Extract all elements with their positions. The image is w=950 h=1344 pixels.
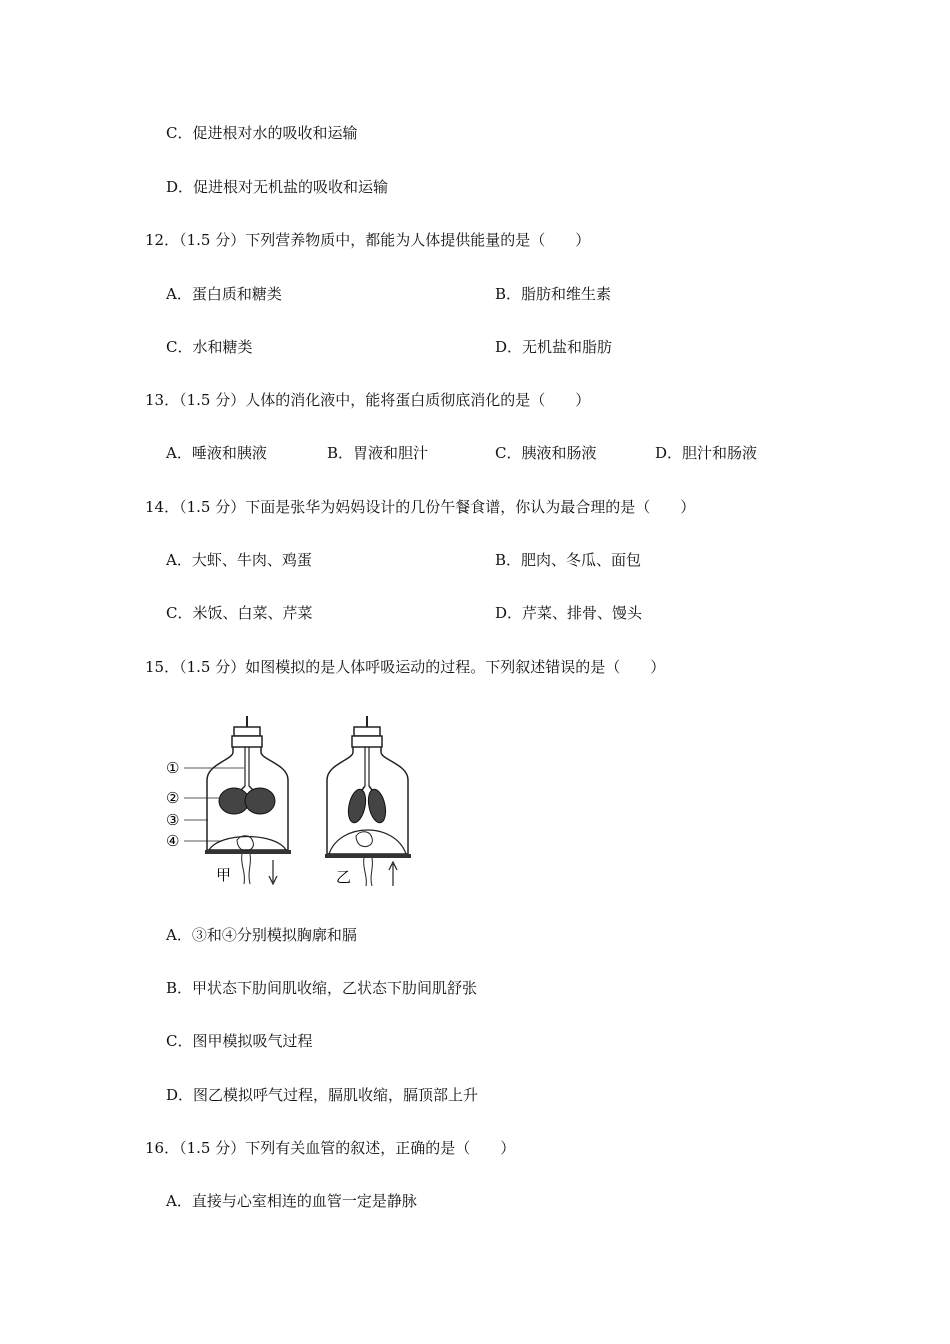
q12-stem: 12．（1.5 分）下列营养物质中，都能为人体提供能量的是（ ）	[145, 231, 591, 249]
q14-option-a: A．大虾、牛肉、鸡蛋	[166, 551, 312, 569]
q13-option-c: C．胰液和肠液	[495, 444, 597, 462]
q13-option-d: D．胆汁和肠液	[655, 444, 758, 462]
jar-jia	[166, 716, 291, 884]
breathing-model-diagram	[160, 710, 420, 895]
q15-option-b: B．甲状态下肋间肌收缩，乙状态下肋间肌舒张	[166, 979, 478, 997]
caption-yi: 乙	[336, 868, 352, 886]
q15-option-d: D．图乙模拟呼气过程，膈肌收缩，膈顶部上升	[166, 1086, 479, 1104]
q12-option-c: C．水和糖类	[166, 338, 253, 356]
q15-stem: 15．（1.5 分）如图模拟的是人体呼吸运动的过程。下列叙述错误的是（ ）	[145, 658, 666, 676]
q16-option-a: A．直接与心室相连的血管一定是静脉	[166, 1192, 417, 1210]
hand	[237, 836, 253, 851]
q14-option-d: D．芹菜、排骨、馒头	[495, 604, 643, 622]
q14-stem: 14．（1.5 分）下面是张华为妈妈设计的几份午餐食谱，你认为最合理的是（ ）	[145, 498, 696, 516]
balloon-right	[245, 788, 275, 814]
stopper-top	[234, 727, 260, 736]
caption-jia: 甲	[216, 866, 232, 884]
q15-option-a: A．③和④分别模拟胸廓和膈	[166, 926, 357, 944]
q12-option-d: D．无机盐和脂肪	[495, 338, 613, 356]
rubber-membrane	[209, 837, 286, 851]
label-3: ③	[166, 811, 180, 829]
label-4: ④	[166, 832, 180, 850]
q13-stem: 13．（1.5 分）人体的消化液中，能将蛋白质彻底消化的是（ ）	[145, 391, 591, 409]
q11-option-c: C．促进根对水的吸收和运输	[166, 124, 358, 142]
q12-option-b: B．脂肪和维生素	[495, 285, 612, 303]
balloon-right-deflated	[366, 788, 389, 825]
bell-jar-2	[327, 747, 408, 854]
q13-option-b: B．胃液和胆汁	[327, 444, 429, 462]
label-1: ①	[166, 759, 180, 777]
q16-stem: 16．（1.5 分）下列有关血管的叙述，正确的是（ ）	[145, 1139, 516, 1157]
stopper-bottom	[232, 736, 262, 747]
rubber-membrane-2	[329, 830, 406, 854]
q14-option-c: C．米饭、白菜、芹菜	[166, 604, 313, 622]
jar-yi	[325, 716, 411, 886]
balloon-left-deflated	[346, 788, 369, 825]
q12-option-a: A．蛋白质和糖类	[166, 285, 282, 303]
label-2: ②	[166, 789, 180, 807]
q15-option-c: C．图甲模拟吸气过程	[166, 1032, 313, 1050]
breathing-model-figure	[160, 710, 420, 895]
q14-option-b: B．肥肉、冬瓜、面包	[495, 551, 642, 569]
q11-option-d: D．促进根对无机盐的吸收和运输	[166, 178, 389, 196]
q13-option-a: A．唾液和胰液	[166, 444, 267, 462]
